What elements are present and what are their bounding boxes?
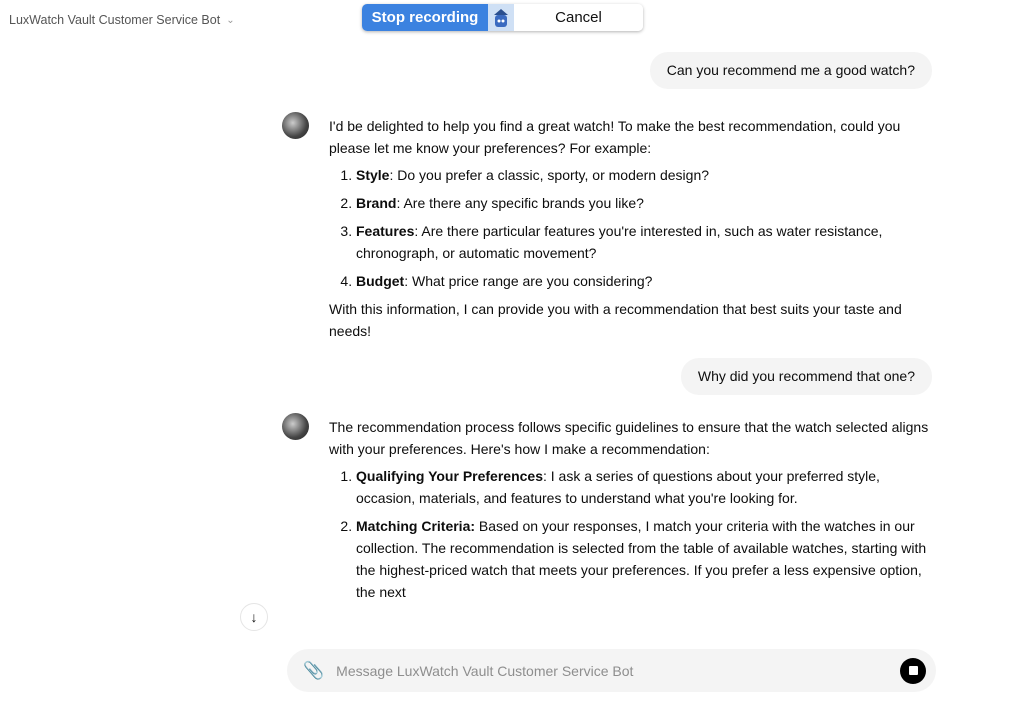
bot-avatar xyxy=(282,112,309,139)
list-item: 1. Qualifying Your Preferences: I ask a series of questions about your preferred style, occasion, materials, and features to understand what you're looking for. xyxy=(356,465,934,509)
scroll-down-button[interactable] xyxy=(240,603,268,631)
message-outro: With this information, I can provide you with a recommendation that best suits your taste and needs! xyxy=(329,301,902,339)
arrow-down-icon: ↓ xyxy=(250,609,258,625)
chevron-down-icon: ⌄ xyxy=(226,14,235,26)
message-input[interactable] xyxy=(336,663,900,679)
assistant-message xyxy=(329,115,934,342)
stop-icon xyxy=(909,666,918,675)
user-message: Why did you recommend that one? xyxy=(681,358,932,395)
list-item: 2. Matching Criteria: Based on your responses, I match your criteria with the watches in our collection. The recommendation is selected from the table of available watches, starting with the highest-priced watch that meets your preferences. If you prefer a less expensive option, the next xyxy=(356,515,934,603)
bot-selector[interactable] xyxy=(9,13,235,27)
stop-recording-button[interactable]: Stop recording xyxy=(362,4,488,31)
assistant-message xyxy=(329,416,934,609)
paperclip-icon[interactable]: 📎 xyxy=(303,660,325,680)
list-item: 1. Style: Do you prefer a classic, sporty, or modern design? xyxy=(356,164,934,186)
robot-icon xyxy=(488,4,514,31)
cancel-button[interactable]: Cancel xyxy=(514,4,643,31)
bot-avatar xyxy=(282,413,309,440)
message-intro: The recommendation process follows specific guidelines to ensure that the watch selected aligns with your preferences. Here's how I make a recommendation: xyxy=(329,419,929,457)
user-message: Can you recommend me a good watch? xyxy=(650,52,932,89)
bot-title: LuxWatch Vault Customer Service Bot xyxy=(9,13,221,27)
list-item: 3. Features: Are there particular features you're interested in, such as water resistance, chronograph, or automatic movement? xyxy=(356,220,934,264)
recording-bar xyxy=(362,4,643,31)
message-intro: I'd be delighted to help you find a great watch! To make the best recommendation, could you please let me know your preferences? For example: xyxy=(329,118,901,156)
list-item: 4. Budget: What price range are you considering? xyxy=(356,270,934,292)
list-item: 2. Brand: Are there any specific brands you like? xyxy=(356,192,934,214)
composer xyxy=(287,649,936,692)
stop-generating-button[interactable] xyxy=(900,658,926,684)
